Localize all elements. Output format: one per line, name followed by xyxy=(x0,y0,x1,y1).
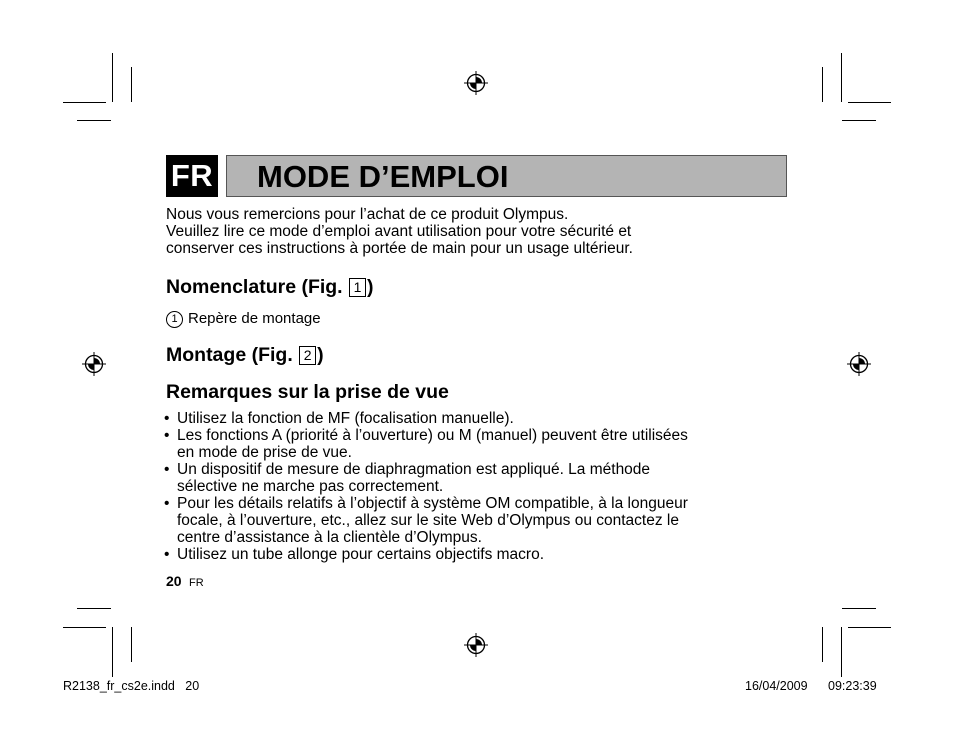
nomenclature-item xyxy=(166,310,321,328)
registration-mark-icon xyxy=(82,352,106,376)
footer-time: 09:23:39 xyxy=(828,679,877,693)
footer-filename: R2138_fr_cs2e.indd 20 xyxy=(63,679,200,693)
registration-mark-icon xyxy=(464,71,488,95)
list-item-line: centre d’assistance à la clientèle d’Olympus. xyxy=(177,529,482,546)
bullet: • xyxy=(164,461,170,478)
crop-mark xyxy=(112,627,113,677)
crop-mark xyxy=(63,102,106,103)
intro-line: Veuillez lire ce mode d’emploi avant utilisation pour votre sécurité et xyxy=(166,223,632,240)
list-item xyxy=(164,546,804,563)
crop-mark xyxy=(841,627,842,677)
title-bar xyxy=(226,155,787,197)
bullet: • xyxy=(164,427,170,444)
section-heading-nomenclature xyxy=(166,276,374,298)
list-item-line: focale, à l’ouverture, etc., allez sur le site Web d’Olympus ou contactez le xyxy=(177,512,679,529)
heading-text: ) xyxy=(317,344,324,366)
crop-mark xyxy=(822,627,823,662)
item-label: Repère de montage xyxy=(188,310,321,327)
bullet: • xyxy=(164,546,170,563)
language-badge: FR xyxy=(166,155,218,197)
heading-text: Montage (Fig. xyxy=(166,344,293,366)
list-item-line: en mode de prise de vue. xyxy=(177,444,352,461)
page-lang: FR xyxy=(189,577,204,589)
registration-mark-icon xyxy=(464,633,488,657)
footer-date: 16/04/2009 xyxy=(745,679,808,693)
section-heading-montage xyxy=(166,344,324,366)
heading-text: Nomenclature (Fig. xyxy=(166,276,343,298)
list-item-line: Utilisez un tube allonge pour certains objectifs macro. xyxy=(177,546,545,563)
crop-mark xyxy=(842,608,876,609)
crop-mark xyxy=(77,120,111,121)
intro-line: conserver ces instructions à portée de main pour un usage ultérieur. xyxy=(166,240,633,257)
intro-line: Nous vous remercions pour l’achat de ce produit Olympus. xyxy=(166,206,569,223)
page-title: MODE D’EMPLOI xyxy=(257,159,509,194)
crop-mark xyxy=(112,53,113,102)
crop-mark xyxy=(842,120,876,121)
crop-mark xyxy=(131,67,132,102)
crop-mark xyxy=(848,102,891,103)
list-item-line: Les fonctions A (priorité à l’ouverture) ou M (manuel) peuvent être utilisées xyxy=(177,427,688,444)
crop-mark xyxy=(841,53,842,102)
heading-text: ) xyxy=(367,276,374,298)
list-item xyxy=(164,427,804,461)
list-item xyxy=(164,410,804,427)
figure-number-box: 1 xyxy=(349,278,366,297)
crop-mark xyxy=(822,67,823,102)
intro-paragraph xyxy=(166,206,633,257)
list-item-line: Utilisez la fonction de MF (focalisation manuelle). xyxy=(177,410,514,427)
crop-mark xyxy=(63,627,106,628)
list-item-line: sélective ne marche pas correctement. xyxy=(177,478,444,495)
crop-mark xyxy=(131,627,132,662)
bullet: • xyxy=(164,495,170,512)
remarks-list xyxy=(164,410,804,563)
list-item-line: Un dispositif de mesure de diaphragmation est appliqué. La méthode xyxy=(177,461,651,478)
page-number-value: 20 xyxy=(166,573,182,589)
list-item xyxy=(164,495,804,546)
bullet: • xyxy=(164,410,170,427)
section-heading-remarques: Remarques sur la prise de vue xyxy=(166,381,449,403)
list-item-line: Pour les détails relatifs à l’objectif à système OM compatible, à la longueur xyxy=(177,495,688,512)
crop-mark xyxy=(848,627,891,628)
item-number-circle: 1 xyxy=(166,311,183,328)
figure-number-box: 2 xyxy=(299,346,316,365)
registration-mark-icon xyxy=(847,352,871,376)
list-item xyxy=(164,461,804,495)
page-number xyxy=(166,573,204,591)
crop-mark xyxy=(77,608,111,609)
